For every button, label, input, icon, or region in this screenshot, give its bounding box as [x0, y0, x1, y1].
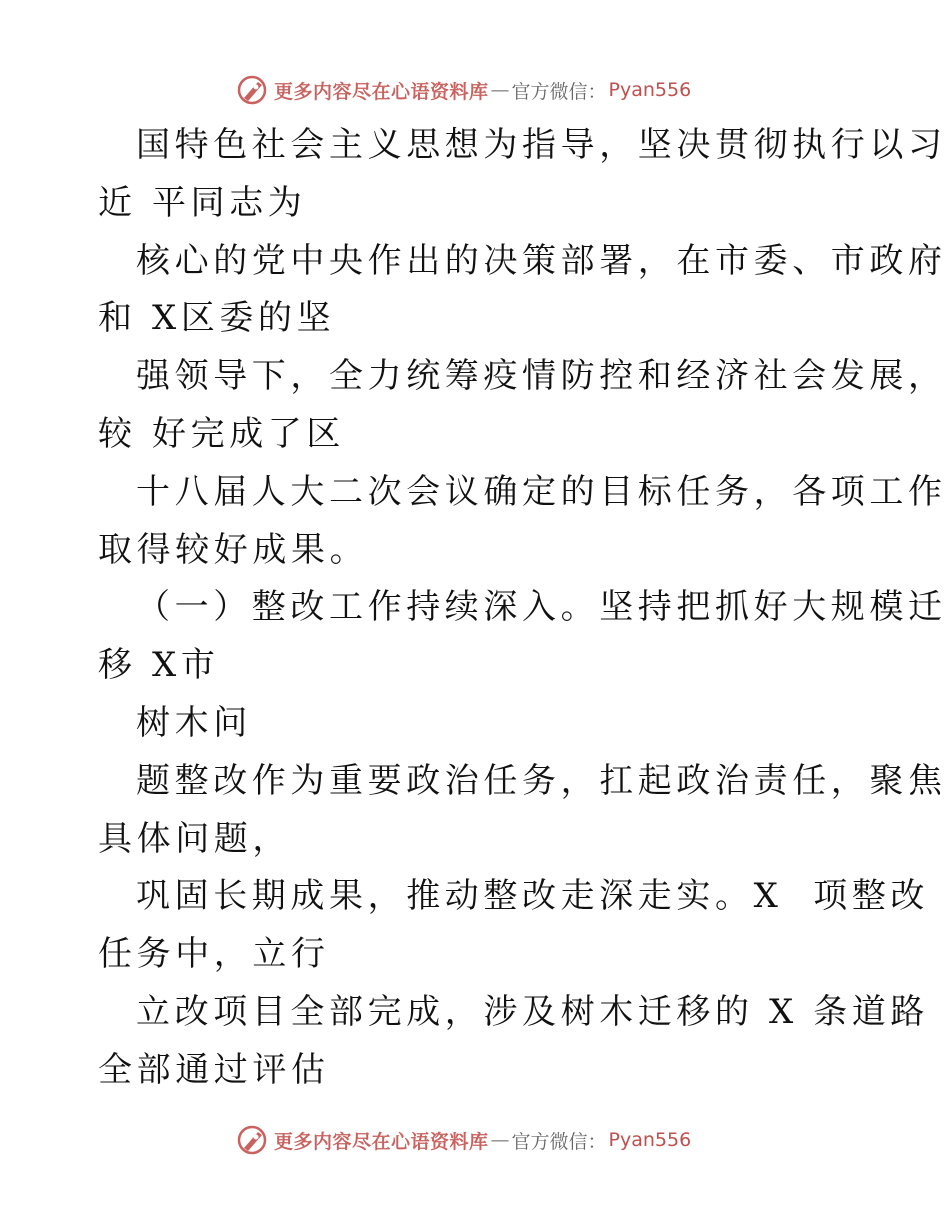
pen-logo-icon: [236, 74, 268, 106]
banner-dash: —: [490, 79, 510, 101]
footer-banner: [236, 1120, 691, 1160]
banner-title: 更多内容尽在心语资料库: [274, 1130, 489, 1153]
text-line: 树木问: [136, 702, 252, 743]
text-line: 国特色社会主义思想为指导，坚决贯彻执行以习: [136, 125, 947, 165]
text-line: 巩固长期成果，推动整改走深走实。X 项整改: [136, 876, 930, 917]
text-line: 近 平同志为: [98, 182, 307, 223]
text-line: 题整改作为重要政治任务，扛起政治责任，聚焦: [136, 760, 947, 801]
text-line: 取得较好成果。: [98, 529, 369, 570]
text-line: 全部通过评估: [98, 1049, 330, 1090]
text-line: 较 好完成了区: [98, 413, 346, 454]
banner-wechat-id: Pyan556: [608, 79, 692, 101]
text-line: 十八届人大二次会议确定的目标任务，各项工作: [136, 471, 947, 512]
text-line: 任务中，立行: [98, 934, 330, 975]
banner-wechat-id: Pyan556: [608, 1129, 692, 1151]
text-line: 立改项目全部完成，涉及树木迁移的 X 条道路: [136, 991, 930, 1032]
text-line: 具体问题，: [98, 818, 291, 859]
banner-wechat-label: 官方微信：: [511, 80, 607, 103]
text-line: 核心的党中央作出的决策部署，在市委、市政府: [136, 240, 947, 281]
text-line: 移 X市: [98, 645, 220, 686]
header-banner: [236, 70, 691, 110]
section-heading-line: （一）整改工作持续深入。坚持把抓好大规模迁: [136, 587, 947, 628]
banner-dash: —: [490, 1129, 510, 1151]
text-line: 和 X区委的坚: [98, 298, 336, 339]
banner-wechat-label: 官方微信：: [511, 1130, 607, 1153]
document-body: [98, 117, 947, 1100]
banner-title: 更多内容尽在心语资料库: [274, 80, 489, 103]
pen-logo-icon: [236, 1124, 268, 1156]
text-line: 强领导下，全力统筹疫情防控和经济社会发展，: [136, 356, 947, 397]
